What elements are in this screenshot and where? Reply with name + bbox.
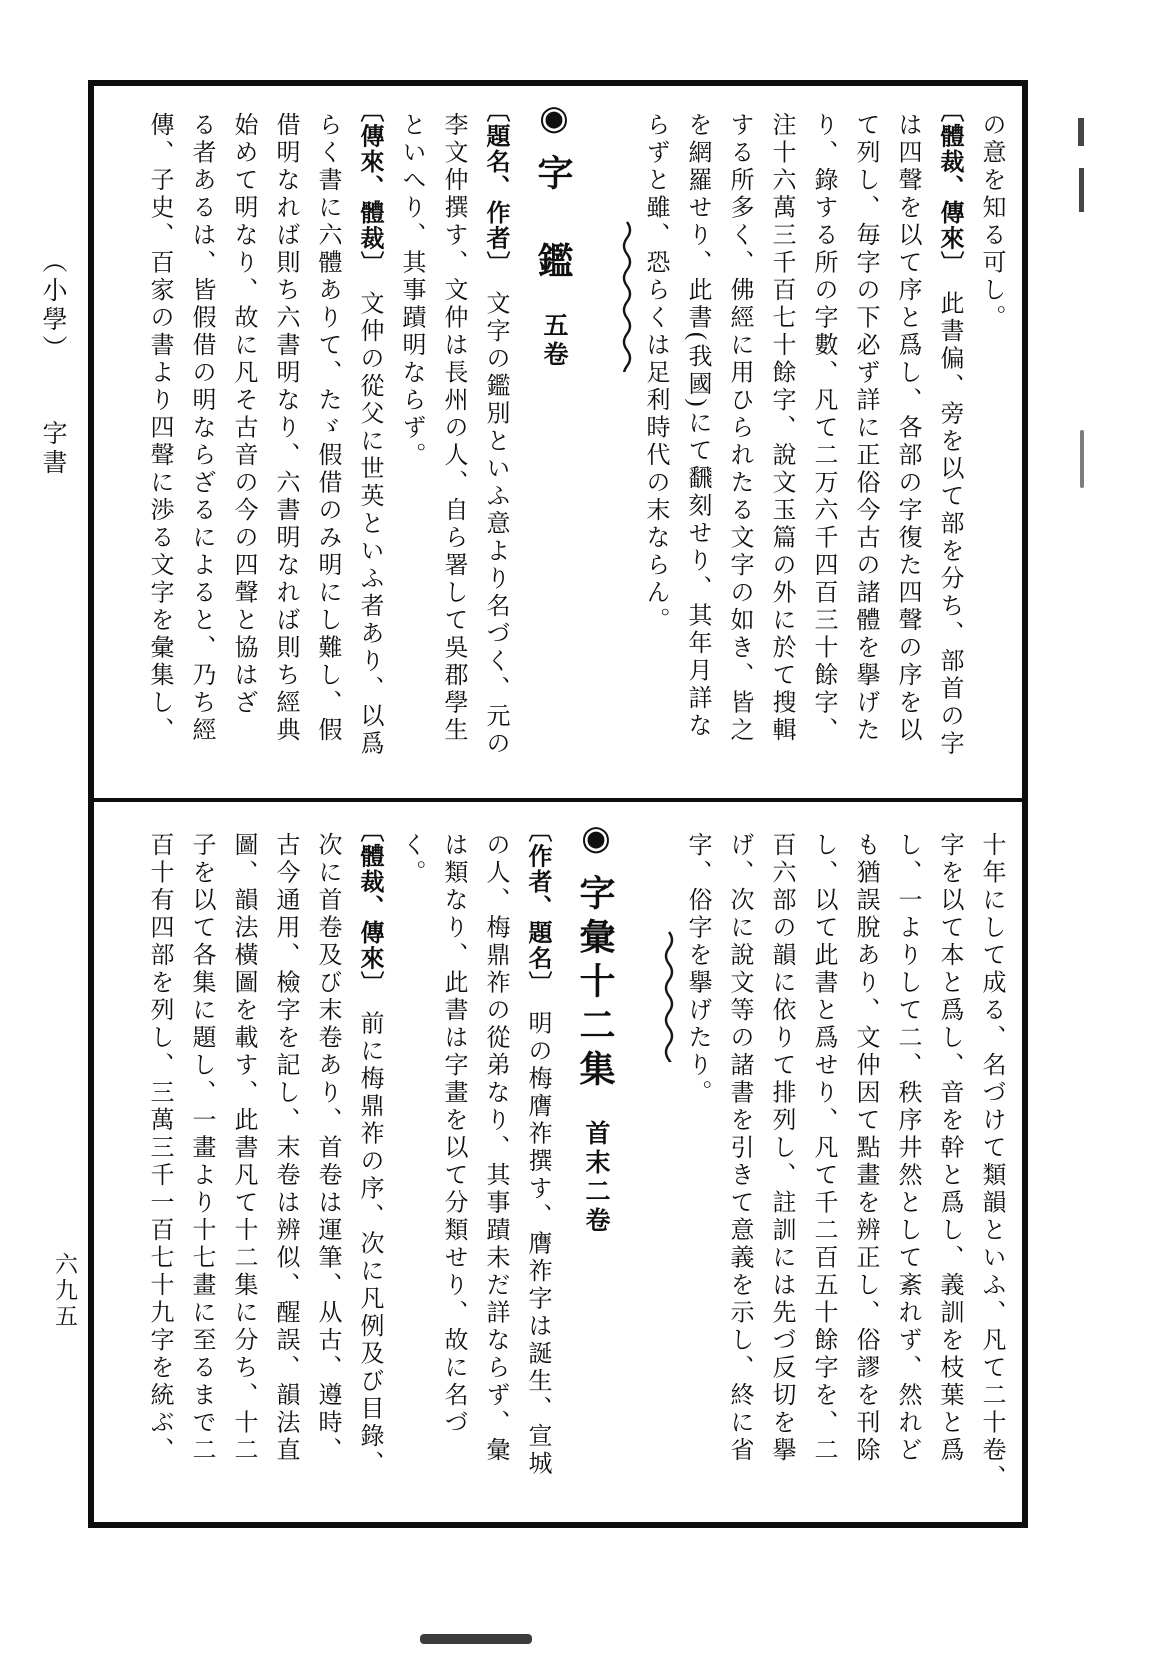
text-column: 〔作者、題名〕明の梅膺祚撰す、膺祚字は誕生、宣城 bbox=[524, 818, 551, 1478]
text-column: り、錄する所の字數、凡て二万六千四百三十餘字、 bbox=[810, 112, 836, 745]
text-column: 李文仲撰す、文仲は長州の人、自ら署して吳郡學生 bbox=[440, 112, 466, 745]
wavy-separator bbox=[590, 112, 634, 812]
scan-artifact bbox=[1078, 118, 1084, 146]
text-column: 圖、韻法橫圖を載す、此書凡て十二集に分ち、十二 bbox=[230, 832, 256, 1465]
entry-heading-jii bbox=[558, 818, 632, 1532]
section-label: 〔題名、作者〕 bbox=[482, 98, 509, 277]
text-column: 百六部の韻に依りて排列し、註訓には先づ反切を擧 bbox=[768, 832, 794, 1465]
running-head-category: （小學） bbox=[39, 248, 66, 364]
text-column: といへり、其事蹟明ならず。 bbox=[398, 112, 424, 470]
scan-artifact bbox=[1080, 430, 1084, 488]
text-column: は類なり、此書は字畫を以て分類せり、故に名づ bbox=[440, 832, 466, 1437]
text-column: の人、梅鼎祚の從弟なり、其事蹟未だ詳ならず、彙 bbox=[482, 832, 508, 1465]
scan-artifact bbox=[1079, 168, 1084, 212]
text-column: 〔傳來、體裁〕文仲の從父に世英といふ者あり、以爲 bbox=[356, 98, 383, 758]
wavy-separator bbox=[632, 832, 676, 1532]
page-number: 六九五 bbox=[52, 1252, 77, 1330]
text-column: 〔體裁、傳來〕前に梅鼎祚の序、次に凡例及び目錄、 bbox=[356, 818, 383, 1478]
text-column: する所多く、佛經に用ひられたる文字の如き、皆之 bbox=[726, 112, 752, 745]
text-column: 十年にして成る、名づけて類韻といふ、凡て二十卷、 bbox=[978, 832, 1004, 1492]
section-label: 〔作者、題名〕 bbox=[524, 818, 551, 997]
text-column: 注十六萬三千百七十餘字、說文玉篇の外に於て搜輯 bbox=[768, 112, 794, 745]
text-column: は四聲を以て序と爲し、各部の字復た四聲の序を以 bbox=[894, 112, 920, 745]
text-column: 字、俗字を擧げたり。 bbox=[684, 832, 710, 1107]
running-head bbox=[34, 248, 70, 668]
text-column: し、以て此書と爲せり、凡て千二百五十餘字を、二 bbox=[810, 832, 836, 1465]
text-column: 借明なれば則ち六書明なり、六書明なれば則ち經典 bbox=[272, 112, 298, 745]
entry-block-bottom bbox=[112, 818, 1012, 1532]
entry-block-top bbox=[112, 98, 1012, 812]
section-label: 〔傳來、體裁〕 bbox=[356, 98, 383, 277]
text-column: げ、次に說文等の諸書を引きて意義を示し、終に省 bbox=[726, 832, 752, 1465]
text-column: 始めて明なり、故に凡そ古音の今の四聲と協はざ bbox=[230, 112, 256, 717]
entry-volumes: 五卷 bbox=[540, 312, 567, 370]
entry-volumes: 首末二卷 bbox=[582, 1120, 609, 1236]
text-column: も猶誤脫あり、文仲因て點畫を辨正し、俗謬を刊除 bbox=[852, 832, 878, 1465]
text-column: らずと雖、恐らくは足利時代の末ならん。 bbox=[642, 112, 668, 635]
text-column: く。 bbox=[398, 832, 424, 887]
entry-heading-jikan bbox=[516, 98, 590, 812]
text-column: を網羅せり、此書(我國)にて飜刻せり、其年月詳な bbox=[684, 112, 710, 740]
text-column: 字を以て本と爲し、音を幹と爲し、義訓を枝葉と爲 bbox=[936, 832, 962, 1465]
text-column: 次に首卷及び末卷あり、首卷は運筆、从古、遵時、 bbox=[314, 832, 340, 1465]
text-column: 傳、子史、百家の書より四聲に渉る文字を彙集し、 bbox=[146, 112, 172, 745]
text-column: 百十有四部を列し、三萬三千一百七十九字を統ぶ、 bbox=[146, 832, 172, 1465]
entry-bullet-icon: ◉ bbox=[535, 98, 572, 138]
running-head-title: 字書 bbox=[39, 420, 66, 478]
text-column: 古今通用、檢字を記し、末卷は辨似、醒誤、韻法直 bbox=[272, 832, 298, 1465]
text-column: 〔題名、作者〕文字の鑑別といふ意より名づく、元の bbox=[482, 98, 509, 758]
text-column: る者あるは、皆假借の明ならざるによると、乃ち經 bbox=[188, 112, 214, 745]
text-column: の意を知る可し。 bbox=[978, 112, 1004, 332]
text-column: て列し、毎字の下必ず詳に正俗今古の諸體を擧げた bbox=[852, 112, 878, 745]
section-label: 〔體裁、傳來〕 bbox=[356, 818, 383, 997]
text-column: らく書に六體ありて、たゞ假借のみ明にし難し、假 bbox=[314, 112, 340, 745]
text-column: し、一よりして二、秩序井然として紊れず、然れど bbox=[894, 832, 920, 1465]
entry-title: 字彙十二集 bbox=[575, 874, 615, 1094]
text-column: 子を以て各集に題し、一畫より十七畫に至るまで二 bbox=[188, 832, 214, 1465]
scan-artifact bbox=[420, 1634, 532, 1644]
text-column: 〔體裁、傳來〕此書偏、旁を以て部を分ち、部首の字 bbox=[936, 98, 963, 758]
entry-bullet-icon: ◉ bbox=[577, 818, 614, 858]
section-label: 〔體裁、傳來〕 bbox=[936, 98, 963, 277]
entry-title: 字 鑑 bbox=[533, 154, 573, 286]
